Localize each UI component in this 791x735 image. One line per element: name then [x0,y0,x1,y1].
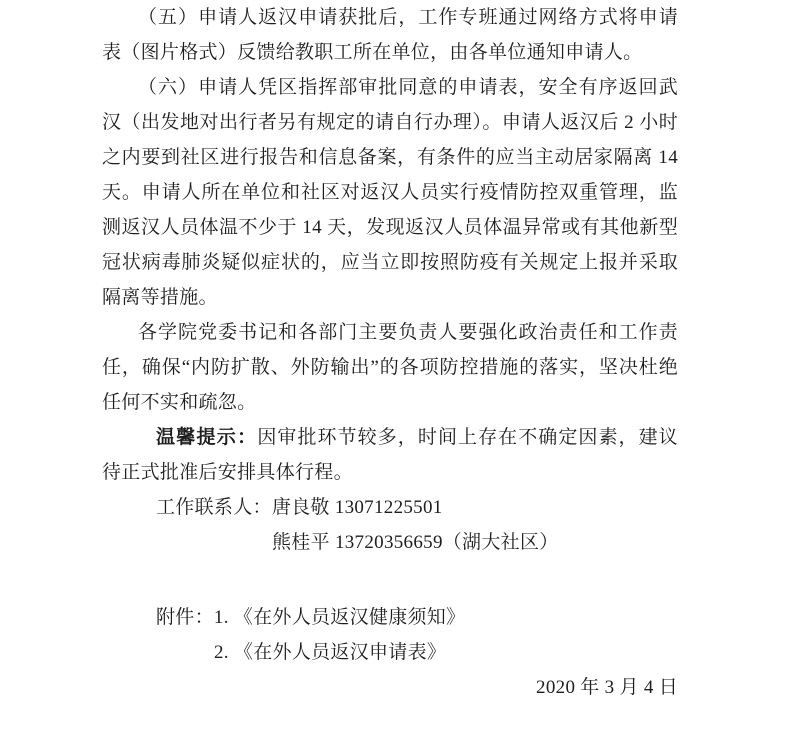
paragraph-responsibility: 各学院党委书记和各部门主要负责人要强化政治责任和工作责任，确保“内防扩散、外防输出”的各项防控措施的落实，坚决杜绝任何不实和疏忽。 [102,322,678,413]
document-page [102,0,678,705]
contact-line-1 [102,490,678,525]
reminder-paragraph [102,420,678,490]
document-date: 2020 年 3 月 4 日 [536,677,678,698]
attachment-line-1 [102,600,678,635]
reminder-text: 因审批环节较多，时间上存在不确定因素，建议待正式批准后安排具体行程。 [102,427,678,483]
contact-label: 工作联系人： [156,497,272,518]
attachments-block [102,600,678,670]
reminder-label: 温馨提示： [156,427,258,448]
contact-line-2: 熊桂平 13720356659（湖大社区） [272,532,559,553]
paragraph-item-5: （五）申请人返汉申请获批后，工作专班通过网络方式将申请表（图片格式）反馈给教职工所在单位，由各单位通知申请人。 [102,7,678,63]
contact-person-1: 唐良敬 13071225501 [271,497,443,518]
attachments-label: 附件： [156,607,214,628]
attachment-item-2: 2. 《在外人员返汉申请表》 [214,642,447,663]
attachment-item-1: 1. 《在外人员返汉健康须知》 [213,607,466,628]
paragraph-item-6: （六）申请人凭区指挥部审批同意的申请表，安全有序返回武汉（出发地对出行者另有规定的请自行办理）。申请人返汉后 2 小时之内要到社区进行报告和信息备案，有条件的应当主动居家隔离 14 天。申请人所在单位和社区对返汉人员实行疫情防控双重管理，监测返汉人员体温不少于 14 天，发现返汉人员体温异常或有其他新型冠状病毒肺炎疑似症状的，应当立即按照防疫有关规定上报并采取隔离等措施。 [102,77,678,308]
